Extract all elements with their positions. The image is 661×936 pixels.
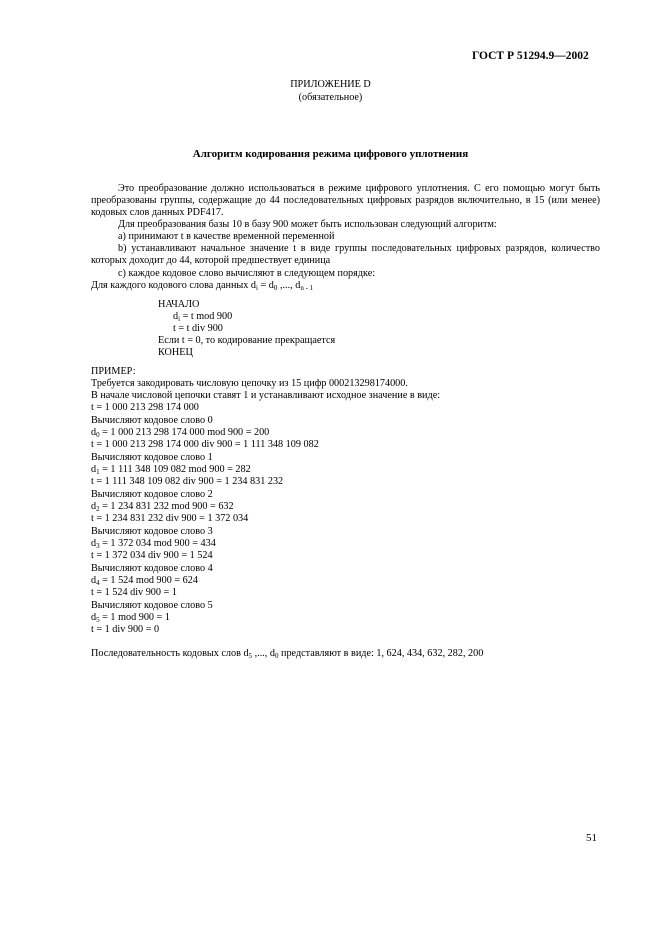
step-3-d bbox=[91, 538, 216, 550]
step-2-heading: Вычисляют кодовое слово 2 bbox=[91, 489, 213, 500]
step-3-t: t = 1 372 034 div 900 = 1 524 bbox=[91, 550, 213, 561]
d-expr: = 1 000 213 298 174 000 mod 900 = 200 bbox=[99, 427, 270, 438]
step-0-t: t = 1 000 213 298 174 000 div 900 = 1 111 348 109 082 bbox=[91, 439, 319, 450]
step-4-heading: Вычисляют кодовое слово 4 bbox=[91, 563, 213, 574]
step-2-t: t = 1 234 831 232 div 900 = 1 372 034 bbox=[91, 513, 249, 524]
example-label: ПРИМЕР: bbox=[91, 366, 136, 377]
algorithm-line-1-var: d bbox=[173, 311, 179, 322]
step-5-d bbox=[91, 612, 170, 624]
d-sub: 4 bbox=[96, 579, 100, 587]
step-b bbox=[91, 243, 600, 267]
algorithm-line-1-sub: i bbox=[178, 315, 181, 323]
d-sub: 0 bbox=[96, 431, 100, 439]
for-each-prefix: Для каждого кодового слова данных d bbox=[91, 280, 257, 291]
result-mid: ,..., d bbox=[252, 648, 275, 659]
algorithm-line-1-expr: = t mod 900 bbox=[180, 311, 233, 322]
for-each-line bbox=[91, 280, 313, 292]
step-1-heading: Вычисляют кодовое слово 1 bbox=[91, 452, 213, 463]
step-2-d bbox=[91, 501, 234, 513]
section-title: Алгоритм кодирования режима цифрового уплотнения bbox=[192, 148, 469, 160]
sub-0: 0 bbox=[273, 284, 278, 292]
step-1-d bbox=[91, 464, 251, 476]
algorithm-line-3: Если t = 0, то кодирование прекращается bbox=[158, 335, 336, 346]
algorithm-line-2: t = t div 900 bbox=[173, 323, 223, 334]
step-5-t: t = 1 div 900 = 0 bbox=[91, 624, 160, 635]
d-sub: 3 bbox=[96, 542, 100, 550]
intro-paragraph-2: Для преобразования базы 10 в базу 900 может быть использован следующий алгоритм: bbox=[118, 219, 497, 230]
result-sub-0: 0 bbox=[274, 652, 279, 660]
example-init-value: t = 1 000 213 298 174 000 bbox=[91, 402, 199, 413]
step-0-heading: Вычисляют кодовое слово 0 bbox=[91, 415, 213, 426]
algorithm-end: КОНЕЦ bbox=[158, 347, 193, 358]
algorithm-line-1 bbox=[173, 311, 232, 323]
step-a: а) принимают t в качестве временной переменной bbox=[118, 231, 335, 242]
appendix-status: (обязательное) bbox=[298, 92, 363, 103]
d-expr: = 1 234 831 232 mod 900 = 632 bbox=[99, 501, 234, 512]
step-c: с) каждое кодовое слово вычисляют в следующем порядке: bbox=[118, 268, 376, 279]
result-prefix: Последовательность кодовых слов d bbox=[91, 648, 249, 659]
result-sub-5: 5 bbox=[248, 652, 253, 660]
example-task: Требуется закодировать числовую цепочку из 15 цифр 000213298174000. bbox=[91, 378, 408, 389]
step-b-text: b) устанавливают начальное значение t в виде группы последовательных цифровых разрядов, количество которых доходит до 44, которой предшествует единица bbox=[91, 243, 600, 266]
result-line bbox=[91, 648, 483, 660]
d-var: d bbox=[91, 612, 97, 623]
d-var: d bbox=[91, 501, 97, 512]
step-1-t: t = 1 111 348 109 082 div 900 = 1 234 831 232 bbox=[91, 476, 284, 487]
step-4-t: t = 1 524 div 900 = 1 bbox=[91, 587, 177, 598]
d-expr: = 1 524 mod 900 = 624 bbox=[99, 575, 198, 586]
d-sub: 2 bbox=[96, 505, 100, 513]
d-var: d bbox=[91, 538, 97, 549]
d-sub: 5 bbox=[96, 616, 100, 624]
step-5-heading: Вычисляют кодовое слово 5 bbox=[91, 600, 213, 611]
d-expr: = 1 mod 900 = 1 bbox=[99, 612, 170, 623]
page-number: 51 bbox=[586, 832, 597, 844]
for-each-mid: = d bbox=[257, 280, 274, 291]
step-4-d bbox=[91, 575, 198, 587]
example-init-text: В начале числовой цепочки ставят 1 и устанавливают исходное значение в виде: bbox=[91, 390, 441, 401]
appendix-title: ПРИЛОЖЕНИЕ D bbox=[290, 79, 371, 90]
intro-paragraph-1-text: Это преобразование должно использоваться в режиме цифрового уплотнения. С его помощью могут быть преобразованы группы, содержащие до 44 последовательных цифровых разрядов включительно, в 15 (или менее) кодовых слов данных PDF417. bbox=[91, 183, 600, 218]
intro-paragraph-1 bbox=[91, 183, 600, 219]
d-sub: 1 bbox=[96, 468, 100, 476]
d-var: d bbox=[91, 427, 97, 438]
d-expr: = 1 372 034 mod 900 = 434 bbox=[99, 538, 216, 549]
step-3-heading: Вычисляют кодовое слово 3 bbox=[91, 526, 213, 537]
d-var: d bbox=[91, 464, 97, 475]
d-expr: = 1 111 348 109 082 mod 900 = 282 bbox=[99, 464, 251, 475]
d-var: d bbox=[91, 575, 97, 586]
sub-n1: n - 1 bbox=[300, 284, 314, 292]
algorithm-begin: НАЧАЛО bbox=[158, 299, 200, 310]
for-each-mid2: ,..., d bbox=[277, 280, 301, 291]
sub-i: i bbox=[256, 284, 258, 292]
document-code: ГОСТ Р 51294.9—2002 bbox=[472, 50, 589, 62]
result-values: представляют в виде: 1, 624, 434, 632, 282, 200 bbox=[278, 648, 484, 659]
step-0-d bbox=[91, 427, 269, 439]
